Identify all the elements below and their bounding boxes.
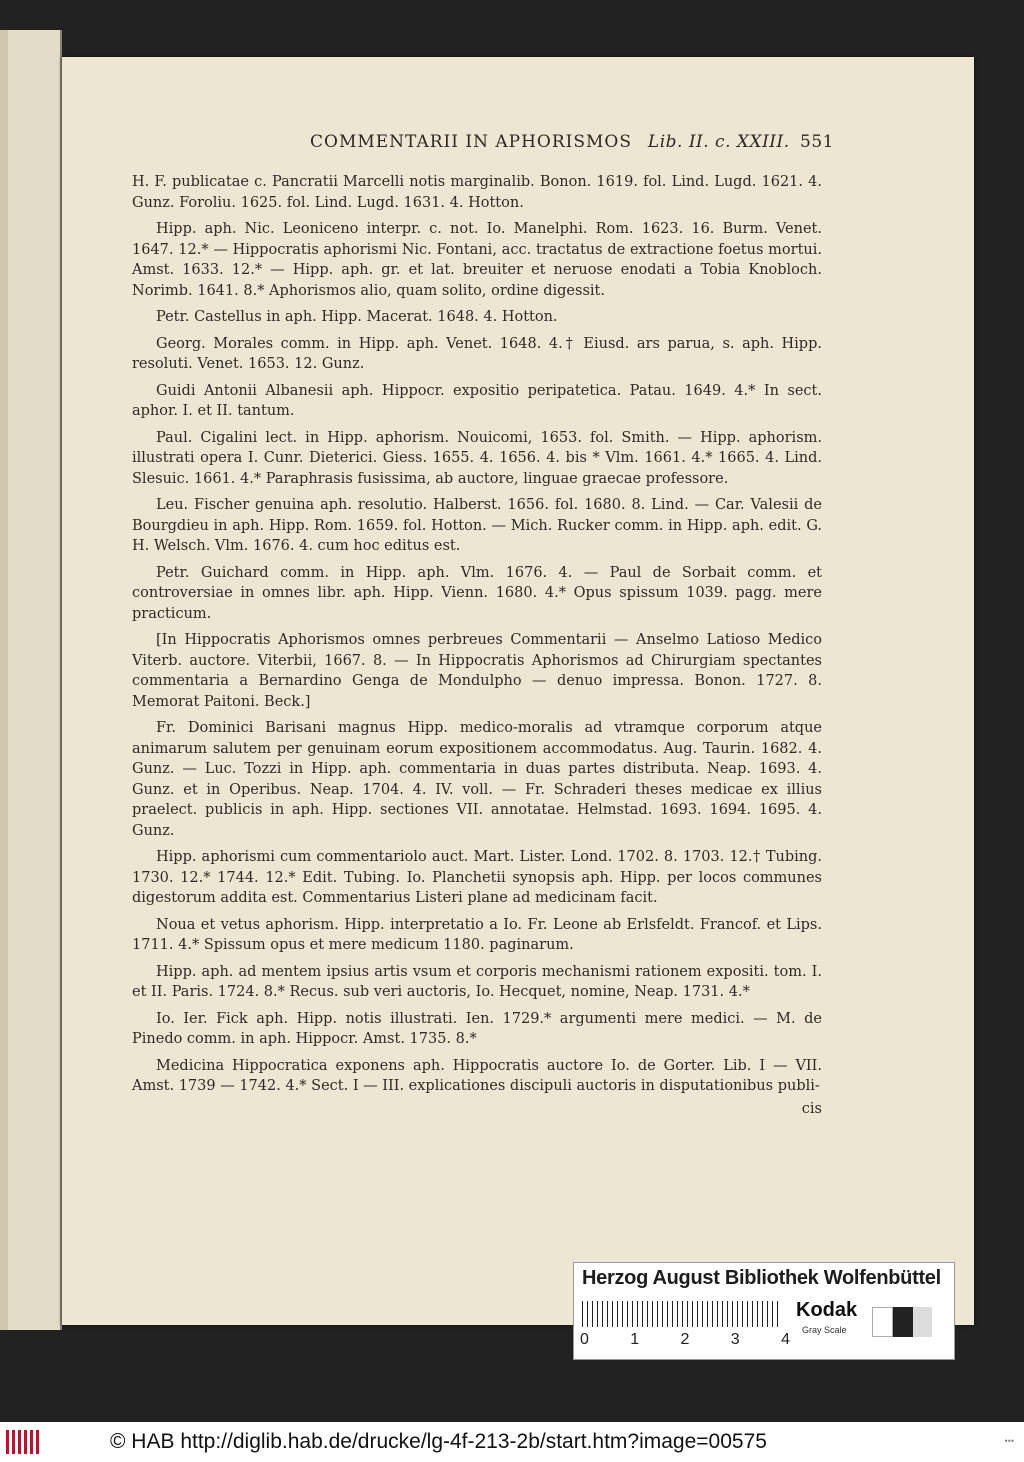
ruler-number: 3 [730, 1331, 740, 1348]
library-color-scale-stamp [573, 1262, 955, 1360]
paragraph: H. F. publicatae c. Pancratii Marcelli notis marginalib. Bonon. 1619. fol. Lind. Lugd. 1621. 4. Gunz. Foroliu. 1625. fol. Lind. Lugd. 1631. 4. Hotton. [132, 174, 822, 211]
institution-label: Herzog August Bibliothek Wolfenbüttel [582, 1267, 941, 1289]
paragraph: Paul. Cigalini lect. in Hipp. aphorism. Nouicomi, 1653. fol. Smith. — Hipp. aphorism. illustrati opera I. Cunr. Dieterici. Giess. 1655. 4. 1656. 4. bis * Vlm. 1661. 4.* 1665. 4. Lind. Slesuic. 1661. 4.* Paraphrasis fusissima, ab auctore, linguae graecae professore. [132, 429, 822, 487]
ruler-number: 2 [680, 1331, 690, 1348]
kodak-logo: Kodak [796, 1299, 858, 1321]
gray-scale-swatch [872, 1307, 932, 1337]
copyright-url[interactable]: © HAB http://diglib.hab.de/drucke/lg-4f-213-2b/start.htm?image=00575 [110, 1430, 767, 1453]
ruler-ticks [582, 1301, 782, 1327]
footer-dots-icon: ••• [1004, 1436, 1014, 1446]
ruler-number: 4 [781, 1331, 790, 1348]
hab-logo-icon [6, 1430, 42, 1454]
paragraph: Petr. Guichard comm. in Hipp. aph. Vlm. 1676. 4. — Paul de Sorbait comm. et controversiae in omnes libr. aph. Hipp. Vienn. 1680. 4.* Opus spissum 1039. pagg. mere practicum. [132, 564, 822, 622]
paragraph: Hipp. aph. Nic. Leoniceno interpr. c. not. Io. Manelphi. Rom. 1623. 16. Burm. Venet. 1647. 12.* — Hippocratis aphorismi Nic. Fontani, acc. tractatus de extractione foetus mortui. Amst. 1633. 12.* — Hipp. aph. gr. et lat. breuiter et neruose enodati a Tobia Knobloch. Norimb. 1641. 8.* Aphorismos alio, quam solito, ordine digessit. [132, 221, 822, 299]
paragraph: Petr. Castellus in aph. Hipp. Macerat. 1648. 4. Hotton. [156, 309, 558, 325]
header-reference: Lib. II. c. XXIII. [647, 132, 790, 152]
paragraph: Hipp. aph. ad mentem ipsius artis vsum et corporis mechanismi rationem expositi. tom. I. et II. Paris. 1724. 8.* Recus. sub veri auctoris, Io. Hecquet, nomine, Neap. 1731. 4.* [132, 963, 822, 1000]
paragraph: Guidi Antonii Albanesii aph. Hippocr. expositio peripatetica. Patau. 1649. 4.* In sect. aphor. I. et II. tantum. [132, 382, 822, 419]
running-header [310, 132, 834, 152]
ruler-scale [580, 1301, 790, 1348]
viewer-footer [0, 1422, 1024, 1462]
paragraph: Georg. Morales comm. in Hipp. aph. Venet. 1648. 4.† Eiusd. ars parua, s. aph. Hipp. resoluti. Venet. 1653. 12. Gunz. [132, 335, 822, 372]
paragraph: Leu. Fischer genuina aph. resolutio. Halberst. 1656. fol. 1680. 8. Lind. — Car. Valesii de Bourgdieu in aph. Hipp. Rom. 1659. fol. Hotton. — Mich. Rucker comm. in Hipp. aph. edit. G. H. Welsch. Vlm. 1676. 4. cum hoc editus est. [132, 497, 822, 554]
ruler-number: 1 [630, 1331, 640, 1348]
gray-scale-label: Gray Scale [802, 1325, 847, 1335]
body-text [132, 172, 822, 1125]
catchword: cis [801, 1100, 822, 1117]
facing-page-edge [0, 30, 62, 1330]
page-number: 551 [800, 132, 834, 152]
header-title: COMMENTARII IN APHORISMOS [310, 132, 632, 152]
paragraph: Medicina Hippocratica exponens aph. Hippocratis auctore Io. de Gorter. Lib. I — VII. Amst. 1739 — 1742. 4.* Sect. I — III. explicationes discipuli auctoris in disputationibus publi- [132, 1057, 822, 1094]
paragraph: [In Hippocratis Aphorismos omnes perbreues Commentarii — Anselmo Latioso Medico Viterb. auctore. Viterbii, 1667. 8. — In Hippocratis Aphorismos ad Chirurgiam spectantes commentaria a Bernardino Genga de Mondulpho — denuo impressa. Bonon. 1727. 8. Memorat Paitoni. Beck.] [132, 632, 822, 710]
ruler-number: 0 [580, 1331, 589, 1348]
paragraph: Hipp. aphorismi cum commentariolo auct. Mart. Lister. Lond. 1702. 8. 1703. 12.† Tubing. 1730. 12.* 1744. 12.* Edit. Tubing. Io. Planchetii synopsis aph. Hipp. per locos communes digestorum addita est. Commentarius Listeri plane ad medicinam facit. [132, 849, 822, 906]
paragraph: Noua et vetus aphorism. Hipp. interpretatio a Io. Fr. Leone ab Erlsfeldt. Francof. et Lips. 1711. 4.* Spissum opus et mere medicum 1180. paginarum. [132, 916, 822, 953]
book-spine [0, 30, 8, 1330]
paragraph: Fr. Dominici Barisani magnus Hipp. medico-moralis ad vtramque corporum atque animarum salutem per genuinam eorum expositionem accommodatus. Aug. Taurin. 1682. 4. Gunz. — Luc. Tozzi in Hipp. aph. commentaria in duas partes distributa. Neap. 1693. 4. Gunz. et in Operibus. Neap. 1704. 4. IV. voll. — Fr. Schraderi theses medicae ex illius praelect. publicis in aph. Hipp. sectiones VII. annotatae. Helmstad. 1693. 1694. 1695. 4. Gunz. [132, 720, 822, 839]
ruler-numbers [580, 1331, 790, 1349]
paragraph: Io. Ier. Fick aph. Hipp. notis illustrati. Ien. 1729.* argumenti mere medici. — M. de Pinedo comm. in aph. Hippocr. Amst. 1735. 8.* [132, 1010, 822, 1047]
